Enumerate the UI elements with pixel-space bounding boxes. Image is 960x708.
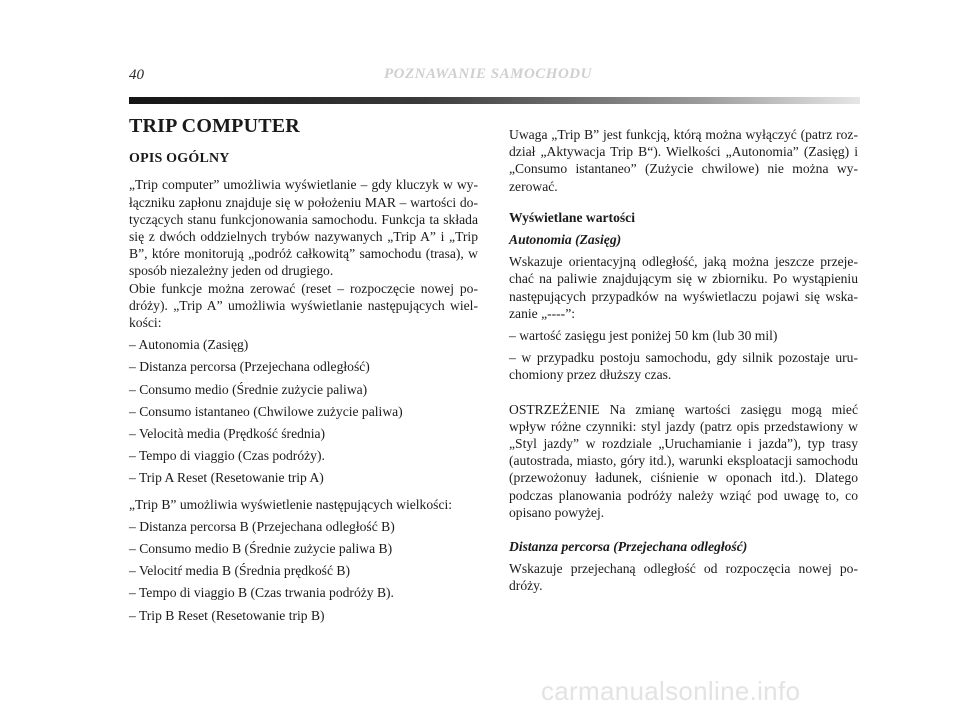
list-item: – Velocità media (Prędkość średnia) xyxy=(129,426,326,442)
reset-paragraph: Obie funkcje można zerować (reset – rozpoczęcie nowej podróży). „Trip A” umożliwia wyświetlanie następujących wielkości: xyxy=(129,280,478,331)
list-item: – Consumo istantaneo (Chwilowe zużycie paliwa) xyxy=(129,403,403,419)
distance-heading: Distanza percorsa (Przejechana odległość) xyxy=(509,539,748,555)
distance-paragraph: Wskazuje przejechaną odległość od rozpoczęcia nowej podróży. xyxy=(509,561,858,594)
trip-b-note: Uwaga „Trip B” jest funkcją, którą można wyłączyć (patrz rozdział „Aktywacja Trip B“). Wielkości „Autonomia” (Zasięg) i „Consumo istantaneo” (Zużycie chwilowe) nie można wyzerować. xyxy=(509,127,858,194)
warning-paragraph: OSTRZEŻENIE Na zmianę wartości zasięgu mogą mieć wpływ różne czynniki: styl jazdy (patrz opis przedstawiony w „Styl jazdy” w rozdziale „Uruchamianie i jazda”), typ trasy (autostrada, miasto, góry itd.), warunki eksploatacji samochodu (przewożonuy ładunek, ciśnienie w oponach itd.). Dlatego podczas planowania podróży należy wziąć pod uwagę to, co opisano powyżej. xyxy=(509,401,858,520)
autonomy-condition-2: – w przypadku postoju samochodu, gdy silnik pozostaje uruchomiony przez dłuższy czas. xyxy=(509,350,858,383)
list-item: – Trip B Reset (Resetowanie trip B) xyxy=(129,607,325,623)
list-item: – Velocitŕ media B (Średnia prędkość B) xyxy=(129,563,350,579)
right-column xyxy=(509,126,858,595)
list-item: – Consumo medio (Średnie zużycie paliwa) xyxy=(129,381,368,397)
displayed-values-heading: Wyświetlane wartości xyxy=(509,209,635,225)
header-rule xyxy=(129,97,860,104)
watermark: carmanualsonline.info xyxy=(541,676,801,706)
autonomy-heading: Autonomia (Zasięg) xyxy=(509,232,622,248)
list-item: – Consumo medio B (Średnie zużycie paliwa B) xyxy=(129,541,393,557)
list-item: – Trip A Reset (Resetowanie trip A) xyxy=(129,470,324,486)
list-item: – Autonomia (Zasięg) xyxy=(129,337,249,353)
intro-paragraph: „Trip computer” umożliwia wyświetlanie – gdy kluczyk w wyłączniku zapłonu znajduje się w położeniu MAR – wartości dotyczących stanu funkcjonowania samochodu. Funkcja ta składa się z dwóch oddzielnych trybów nazywanych „Trip A” i „Trip B”, które monitorują „podróż całkowitą” samochodu (trasa), w sposób niezależny jeden od drugiego. xyxy=(129,177,478,279)
list-item: – Tempo di viaggio B (Czas trwania podróży B). xyxy=(129,585,394,601)
trip-b-list xyxy=(129,518,478,624)
section-title: POZNAWANIE SAMOCHODU xyxy=(384,66,592,82)
trip-b-intro: „Trip B” umożliwia wyświetlenie następujących wielkości: xyxy=(129,496,453,512)
autonomy-condition-1: – wartość zasięgu jest poniżej 50 km (lub 30 mil) xyxy=(509,328,778,344)
left-column xyxy=(129,115,478,629)
list-item: – Distanza percorsa B (Przejechana odległość B) xyxy=(129,518,395,534)
autonomy-paragraph: Wskazuje orientacyjną odległość, jaką można jeszcze przejechać na paliwie znajdującym się w zbiorniku. Po wystąpieniu następujących przypadków na wyświetlaczu pojawi się wskazanie „----”: xyxy=(509,254,858,321)
list-item: – Tempo di viaggio (Czas podróży). xyxy=(129,448,325,464)
list-item: – Distanza percorsa (Przejechana odległość) xyxy=(129,359,370,375)
section-subtitle: OPIS OGÓLNY xyxy=(129,151,230,167)
page-title: TRIP COMPUTER xyxy=(129,115,300,137)
page-number: 40 xyxy=(129,67,144,83)
trip-a-list xyxy=(129,336,478,486)
